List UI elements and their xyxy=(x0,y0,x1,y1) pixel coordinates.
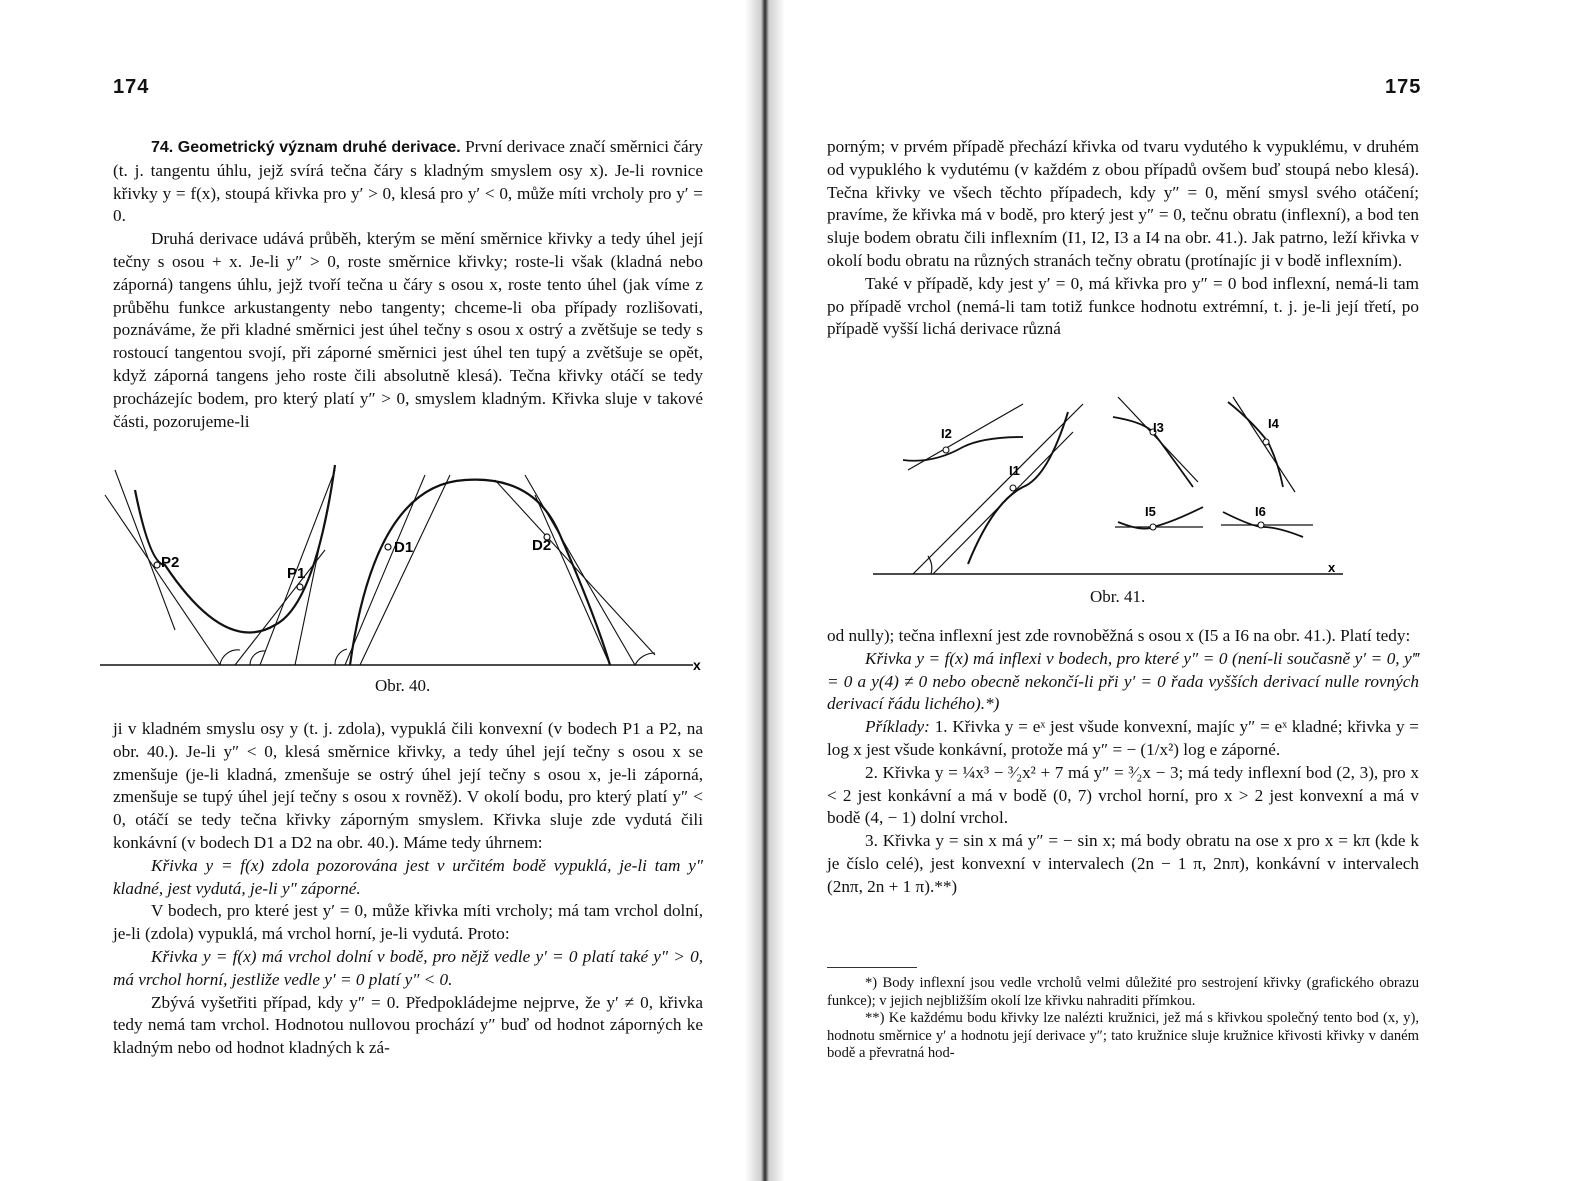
point-i1 xyxy=(1010,485,1016,491)
tangent-line xyxy=(345,475,425,665)
curve-i2 xyxy=(903,437,1023,461)
curve-i5 xyxy=(1118,507,1203,529)
tangent-line xyxy=(115,470,175,630)
angle-arc xyxy=(335,649,347,665)
label-i5: I5 xyxy=(1145,504,1156,519)
footnote-rule xyxy=(827,967,917,968)
figure-40 xyxy=(95,455,710,699)
figure-41 xyxy=(873,392,1353,596)
tangent-line xyxy=(525,475,635,665)
tangent-line xyxy=(495,480,655,655)
page-number-right: 175 xyxy=(1385,76,1422,98)
point-p1 xyxy=(297,584,303,590)
section-paragraph xyxy=(113,136,703,228)
left-text-bottom xyxy=(113,718,703,1060)
tangent-line xyxy=(535,495,610,665)
paragraph: ji v kladném smyslu osy y (t. j. zdola), vypuklá čili konvexní (v bodech P1 a P2, na obr. 40.). Je-li y″ < 0, klesá směrnice křivky, a tedy úhel její tečny s osou x se zmenšuje (je-li kladná, zmenšuje se ostrý úhel její tečny s osou x, je-li záporná, zmenšuje se tupý úhel její tečny s osou x rovněž). V okolí bodu, pro který platí y″ < 0, otáčí se tedy tečna křivky záporným smyslem. Křivka sluje zde vydutá čili konkávní (v bodech D1 a D2 na obr. 40.). Máme tedy úhrnem: xyxy=(113,719,703,852)
label-x-axis: x xyxy=(1328,560,1336,575)
footnotes xyxy=(827,975,1419,1063)
label-i1: I1 xyxy=(1009,463,1020,478)
example-1-text: 1. Křivka y = eˣ jest všude konvexní, majíc y″ = eˣ kladné; křivka y = log x jest všude konkávní, protože má y″ = − (1/x²) log e záporné. xyxy=(827,717,1419,759)
point-d1 xyxy=(385,544,391,550)
left-text-top xyxy=(113,136,703,433)
curve-i4 xyxy=(1228,402,1283,487)
figure-40-drawing xyxy=(95,455,710,695)
tangent-i1-secondary xyxy=(933,432,1073,574)
footnote-2: **) Ke každému bodu křivky lze nalézti kružnici, jež má s křivkou společný tento bod (x, y), hodnotu směrnice y′ a hodnotu její derivace y″; tato kružnice sluje kružnice křivosti křivky v daném bodě a převratná hod- xyxy=(827,1010,1419,1061)
rule-vertex: Křivka y = f(x) má vrchol dolní v bodě, pro nějž vedle y′ = 0 platí také y″ > 0, má vrchol horní, jestliže vedle y′ = 0 platí y″ < 0. xyxy=(113,946,703,989)
label-i4: I4 xyxy=(1268,416,1279,431)
figure-41-caption: Obr. 41. xyxy=(1090,587,1146,606)
label-p2: P2 xyxy=(161,554,180,571)
paragraph: První derivace značí směrnici čáry (t. j. tangentu úhlu, jejž svírá tečna čáry s kladným smyslem osy x). Je-li rovnice křivky y = f(x), stoupá křivka pro y′ > 0, klesá pro y′ < 0, může míti vrcholy pro y′ = 0. xyxy=(113,137,703,226)
figure-40-caption: Obr. 40. xyxy=(375,676,431,695)
rule-convex-concave: Křivka y = f(x) zdola pozorována jest v určitém bodě vypuklá, je-li tam y″ kladné, jest vydutá, je-li y″ záporné. xyxy=(113,855,703,898)
paragraph: Zbývá vyšetřiti případ, kdy y″ = 0. Předpokládejme nejprve, že y′ ≠ 0, křivka tedy nemá tam vrchol. Hodnotou nullovou prochází y″ buď od hodnot záporných ke kladným nebo od hodnot kladných k zá- xyxy=(113,992,703,1058)
example-1 xyxy=(827,716,1419,762)
point-i6 xyxy=(1258,522,1264,528)
label-x-axis: x xyxy=(693,657,701,673)
tangent-line xyxy=(105,495,220,665)
label-d1: D1 xyxy=(394,539,414,556)
paragraph: V bodech, pro které jest y′ = 0, může křivka míti vrcholy; má tam vrchol dolní, je-li (zdola) vypuklá, má vrchol horní, je-li vydutá. Proto: xyxy=(113,901,703,944)
footnote-1: *) Body inflexní jsou vedle vrcholů velmi důležité pro sestrojení křivky (grafického obrazu funkce); v jejich nejbližším okolí lze křivku nahraditi přímkou. xyxy=(827,975,1419,1009)
figure-41-drawing xyxy=(873,392,1353,592)
example-3: 3. Křivka y = sin x má y″ = − sin x; má body obratu na ose x pro x = kπ (kde k je číslo celé), jest konvexní v intervalech (2n − 1 π, 2nπ), konkávní v intervalech (2nπ, 2n + 1 π).**) xyxy=(827,831,1419,896)
label-p1: P1 xyxy=(287,565,306,582)
paragraph: od nully); tečna inflexní jest zde rovnoběžná s osou x (I5 a I6 na obr. 41.). Platí tedy: xyxy=(827,626,1411,645)
paragraph: Také v případě, kdy jest y′ = 0, má křivka pro y″ = 0 bod inflexní, nemá-li tam po případě vrchol (nemá-li tam totiž funkce hodnotu extrémní, t. j. je-li její třetí, po případě vyšší lichá derivace různá xyxy=(827,273,1419,339)
section-heading: 74. Geometrický význam druhé derivace. xyxy=(151,139,461,156)
tangent-line xyxy=(235,550,325,665)
book-gutter xyxy=(745,0,785,1181)
tangent-i3 xyxy=(1118,397,1198,482)
right-page xyxy=(785,0,1594,1181)
label-i3: I3 xyxy=(1153,420,1164,435)
examples-label: Příklady: xyxy=(865,717,930,737)
label-d2: D2 xyxy=(532,537,552,554)
example-2: 2. Křivka y = ¼x³ − ³⁄₂x² + 7 má y″ = ³⁄₂x − 3; má tedy inflexní bod (2, 3), pro x < 2 jest konkávní a má v bodě (0, 7) vrchol horní, pro x > 2 jest konvexní a má v bodě (4, − 1) dolní vrchol. xyxy=(827,762,1419,828)
page-number-left: 174 xyxy=(113,76,150,98)
paragraph: Druhá derivace udává průběh, kterým se mění směrnice křivky a tedy úhel její tečny s osou + x. Je-li y″ > 0, roste směrnice křivky; roste-li však (kladná nebo záporná) tangens úhlu, jejž tvoří tečna u čáry s osou x, roste tento úhel (jak víme z průběhu funkce arkustangenty nebo tangenty; chceme-li oba případy rozlišovati, poznáváme, že při kladné směrnici jest úhel tečny s osou x ostrý a zvětšuje se tedy s rostoucí tangentou svojí, při záporné směrnici jest úhel ten tupý a zvětšuje se opět, když záporná tangens jeho roste čili absolutně klesá). Tečna křivky otáčí se tedy procházejíc bodem, pro který platí y″ > 0, smyslem kladným. Křivka sluje v takové části, pozorujeme-li xyxy=(113,229,703,431)
point-i2 xyxy=(943,447,949,453)
rule-inflexion: Křivka y = f(x) má inflexi v bodech, pro které y″ = 0 (není-li současně y′ = 0, y‴ = 0 a y(4) ≠ 0 nebo obecně nekončí-li při y′ = 0 řada vyšších derivací nulle rovných derivací řádu lichého).*) xyxy=(827,648,1419,714)
tangent-line xyxy=(360,475,450,665)
tangent-i1 xyxy=(913,404,1083,574)
point-i5 xyxy=(1150,524,1156,530)
label-i2: I2 xyxy=(941,426,952,441)
paragraph: porným; v prvém případě přechází křivka od tvaru vydutého k vypuklému, v druhém od vypuklého k vydutému (v každém z obou případů ovšem buď stoupá nebo klesá). Tečna křivky ve všech těchto případech, kdy y″ = 0, mění smysl svého otáčení; pravíme, že křivka má v bodě, pro který jest y″ = 0, tečnu obratu (inflexní), a bod ten sluje bodem obratu čili inflexním (I1, I2, I3 a I4 na obr. 41.). Jak patrno, leží křivka v okolí bodu obratu na různých stranách tečny obratu (protínajíc ji v bodě inflexním). xyxy=(827,137,1419,270)
label-i6: I6 xyxy=(1255,504,1266,519)
angle-arc xyxy=(635,653,655,665)
right-text-top xyxy=(827,136,1419,341)
point-i4 xyxy=(1263,439,1269,445)
right-text-bottom xyxy=(827,625,1419,899)
left-page xyxy=(0,0,745,1181)
concave-curve xyxy=(350,480,610,665)
point-p2 xyxy=(154,562,160,568)
